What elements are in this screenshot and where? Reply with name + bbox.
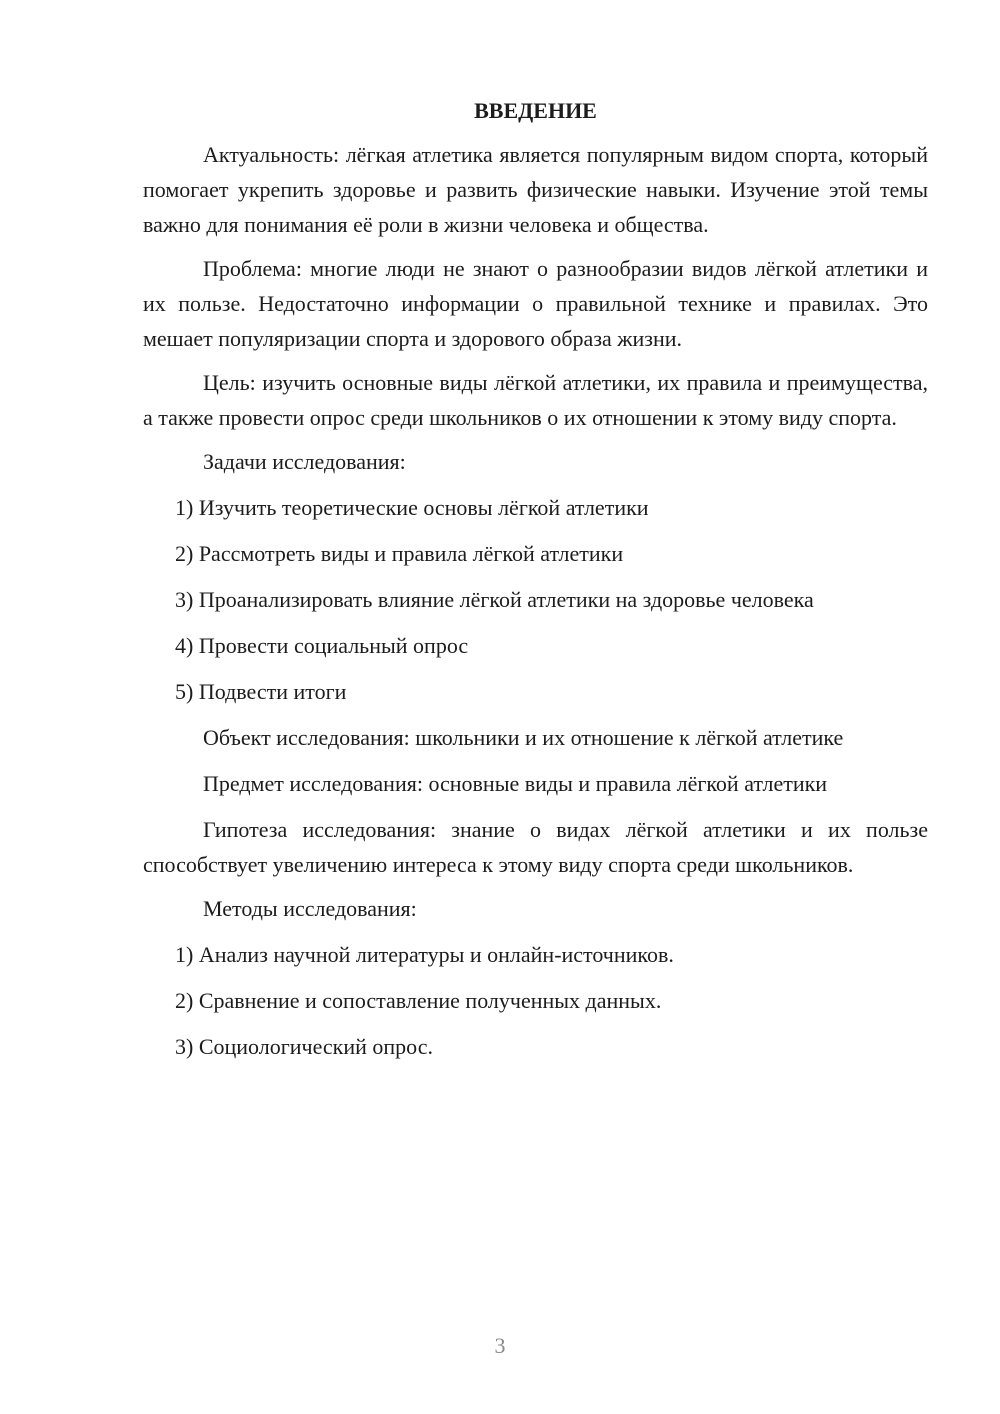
hypothesis-paragraph: Гипотеза исследования: знание о видах лёгкой атлетики и их пользе способствует увеличению интереса к этому виду спорта среди школьников. (143, 817, 928, 877)
relevance-paragraph: Актуальность: лёгкая атлетика является популярным видом спорта, который помогает укрепить здоровье и развить физические навыки. Изучение этой темы важно для понимания её роли в жизни человека и общества. (143, 142, 928, 237)
task-item: 2) Рассмотреть виды и правила лёгкой атлетики (175, 541, 624, 566)
task-item: 3) Проанализировать влияние лёгкой атлетики на здоровье человека (175, 587, 814, 612)
subject-line: Предмет исследования: основные виды и правила лёгкой атлетики (203, 771, 828, 796)
methods-heading: Методы исследования: (203, 896, 417, 921)
task-item: 4) Провести социальный опрос (175, 633, 469, 658)
goal-paragraph: Цель: изучить основные виды лёгкой атлетики, их правила и преимущества, а также провести опрос среди школьников о их отношении к этому виду спорта. (143, 370, 928, 430)
method-item: 3) Социологический опрос. (175, 1034, 433, 1059)
task-item: 1) Изучить теоретические основы лёгкой атлетики (175, 495, 649, 520)
page-number: 3 (494, 1333, 506, 1358)
task-item: 5) Подвести итоги (175, 679, 347, 704)
tasks-heading: Задачи исследования: (203, 449, 406, 474)
problem-paragraph: Проблема: многие люди не знают о разнообразии видов лёгкой атлетики и их пользе. Недостаточно информации о правильной технике и правилах. Это мешает популяризации спорта и здорового образа жизни. (143, 256, 928, 351)
document-page (143, 95, 928, 1075)
method-item: 2) Сравнение и сопоставление полученных данных. (175, 988, 662, 1013)
object-line: Объект исследования: школьники и их отношение к лёгкой атлетике (203, 725, 844, 750)
method-item: 1) Анализ научной литературы и онлайн-источников. (175, 942, 674, 967)
page-title: ВВЕДЕНИЕ (474, 98, 597, 123)
